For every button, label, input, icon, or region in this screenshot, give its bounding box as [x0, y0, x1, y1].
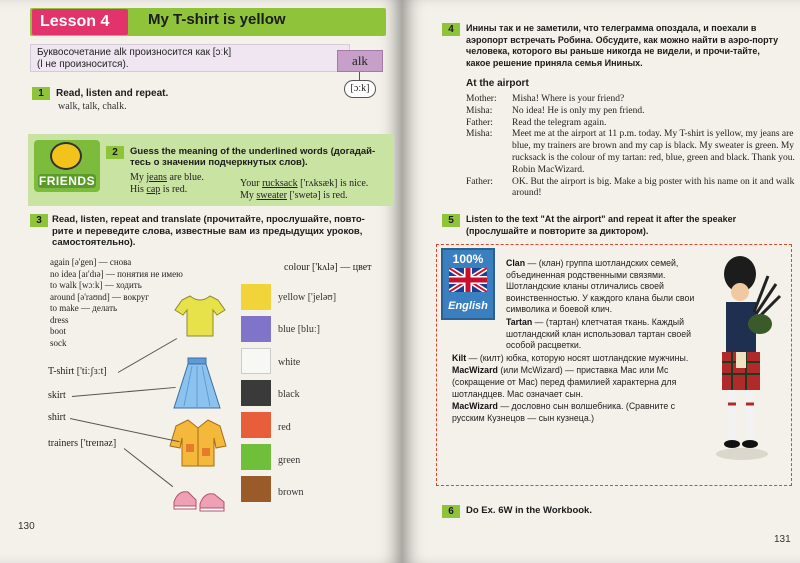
rule-line: Буквосочетание alk произносится как [ɔːk]: [37, 47, 232, 58]
example-column: [130, 172, 204, 196]
vocab-item: dress: [50, 314, 69, 325]
example-sentence: Your rucksack ['rʌksæk] is nice.: [240, 178, 369, 189]
glossary-entry: MacWizard (или McWizard) — приставка Mac или Mc (сокращение от Mac) перед фамилией характерна для шотландцев. Mac означает сын.: [452, 365, 677, 399]
colour-label: white: [278, 357, 301, 368]
swatch-white: [241, 348, 271, 374]
swatch-blue: [241, 316, 271, 342]
exercise-heading: Инины так и не заметили, что телеграмма опоздала, и поехали в аэропорт встречать Робина. Обсудите, как можно найти в аэро-порту человека, которого вы раньше никогда не видели, и прочи-тайте, какое решение приняла семья Ининых.: [466, 23, 779, 68]
colour-label: yellow ['jeləʊ]: [278, 292, 337, 303]
example-sentence: My jeans are blue.: [130, 172, 204, 183]
exercise-number: 6: [442, 505, 460, 518]
dialog-line: Misha: No idea! He is only my pen friend.: [466, 105, 645, 116]
dialog-line: Father: OK. But the airport is big. Make a big poster with his name on it and walk around!: [466, 176, 795, 199]
page-number: 131: [774, 534, 791, 545]
friends-logo-text: FRIENDS: [38, 174, 96, 188]
exercise-number: 5: [442, 214, 460, 227]
clothing-label: trainers ['treɪnəz]: [48, 438, 117, 449]
exercise-heading: Listen to the text "At the airport" and repeat it after the speaker (прослушайте и повторите за диктором).: [466, 214, 737, 236]
swatch-brown: [241, 476, 271, 502]
exercise-words: walk, talk, chalk.: [58, 101, 127, 112]
vocabulary-list: [50, 257, 183, 349]
exercise-heading: Read, listen, repeat and translate (прочитайте, прослушайте, повто-рите и переведите слова, известные вам из предыдущих уроков, самостоятельно).: [52, 214, 365, 248]
example-sentence: My sweater ['swetə] is red.: [240, 190, 348, 201]
exercise-number: 2: [106, 146, 124, 159]
colour-label: black: [278, 389, 300, 400]
badge-percent: 100%: [452, 252, 484, 266]
example-sentence: His cap is red.: [130, 184, 188, 195]
swatch-black: [241, 380, 271, 406]
glossary-entry: Kilt — (килт) юбка, которую носят шотландские мужчины.: [452, 352, 689, 363]
exercise-number: 4: [442, 23, 460, 36]
connector-line: [359, 72, 360, 80]
smiley-icon: [50, 142, 82, 170]
glossary-entry: Clan — (клан) группа шотландских семей, объединенная родственными связями. Шотландские кланы отличались своей воинственностью. У каждого клана были свои символика и боевой клич.: [506, 258, 695, 315]
pointer-line: [124, 448, 173, 487]
colour-label: blue [bluː]: [278, 324, 320, 335]
transcription-bubble: [ɔːk]: [344, 80, 376, 98]
rule-line: (l не произносится).: [37, 59, 129, 70]
vocab-item: to make — делать: [50, 303, 118, 313]
glossary: [452, 258, 704, 425]
example-column: [240, 178, 368, 202]
dialog-title: At the airport: [466, 78, 529, 89]
exercise-number: 1: [32, 87, 50, 100]
dialog-line: Mother: Misha! Where is your friend?: [466, 94, 625, 104]
swatch-yellow: [241, 284, 271, 310]
colour-label: red: [278, 422, 291, 433]
exercise-heading: Do Ex. 6W in the Workbook.: [466, 505, 592, 516]
vocab-item: to walk [wɔːk] — ходить: [50, 280, 142, 290]
page-number: 130: [18, 521, 35, 532]
vocab-item: around [ə'raʊnd] — вокруг: [50, 291, 149, 302]
badge-word: English: [448, 300, 488, 312]
swatch-red: [241, 412, 271, 438]
shirt-illustration: [168, 418, 228, 468]
dialog-line: Father: Read the telegram again.: [466, 117, 607, 128]
dialog-line: Misha: Meet me at the airport at 11 p.m. today. My T-shirt is yellow, my jeans are blue, my trainers are brown and my cap is black. My sweater is green. My rucksack is the colour of my tartan: red, blue, green and black. Thank you. Robin MacWizard.: [466, 129, 795, 175]
colour-label: green: [278, 455, 301, 466]
dialog: [466, 94, 796, 200]
friends-logo: [34, 140, 100, 192]
bagpiper-illustration: [700, 254, 782, 468]
vocab-item: boot: [50, 326, 67, 336]
vocab-item: sock: [50, 337, 67, 348]
colour-word: colour ['kʌlə] — цвет: [284, 262, 372, 273]
clothing-label: T-shirt ['tiːʃɜːt]: [48, 366, 107, 377]
lesson-title: My T-shirt is yellow: [148, 11, 286, 28]
pronunciation-rule-box: [30, 44, 350, 72]
letter-combination-card: alk: [337, 50, 383, 72]
vocab-item: again [ə'gen] — снова: [50, 257, 132, 267]
exercise-heading: Guess the meaning of the underlined words (догадай-тесь о значении подчеркнутых слов).: [130, 146, 376, 168]
glossary-entry: Tartan — (тартан) клетчатая ткань. Каждый шотландский клан использовал тартан своей особой расцветки.: [506, 316, 692, 351]
vocab-item: no idea [aɪ'dɪə] — понятия не имею: [50, 268, 183, 279]
colour-label: brown: [278, 487, 304, 498]
exercise-heading: Read, listen and repeat.: [56, 88, 169, 99]
clothing-label: skirt: [48, 390, 66, 401]
clothing-label: shirt: [48, 412, 66, 423]
glossary-entry: MacWizard — дословно сын волшебника. (Сравните с русским Кузнецов — сын кузнеца.): [452, 401, 676, 423]
skirt-illustration: [172, 356, 222, 412]
swatch-green: [241, 444, 271, 470]
tshirt-illustration: [174, 294, 226, 338]
lesson-label: Lesson 4: [32, 9, 128, 35]
trainers-illustration: [172, 484, 228, 512]
pointer-line: [72, 387, 176, 397]
exercise-number: 3: [30, 214, 48, 227]
